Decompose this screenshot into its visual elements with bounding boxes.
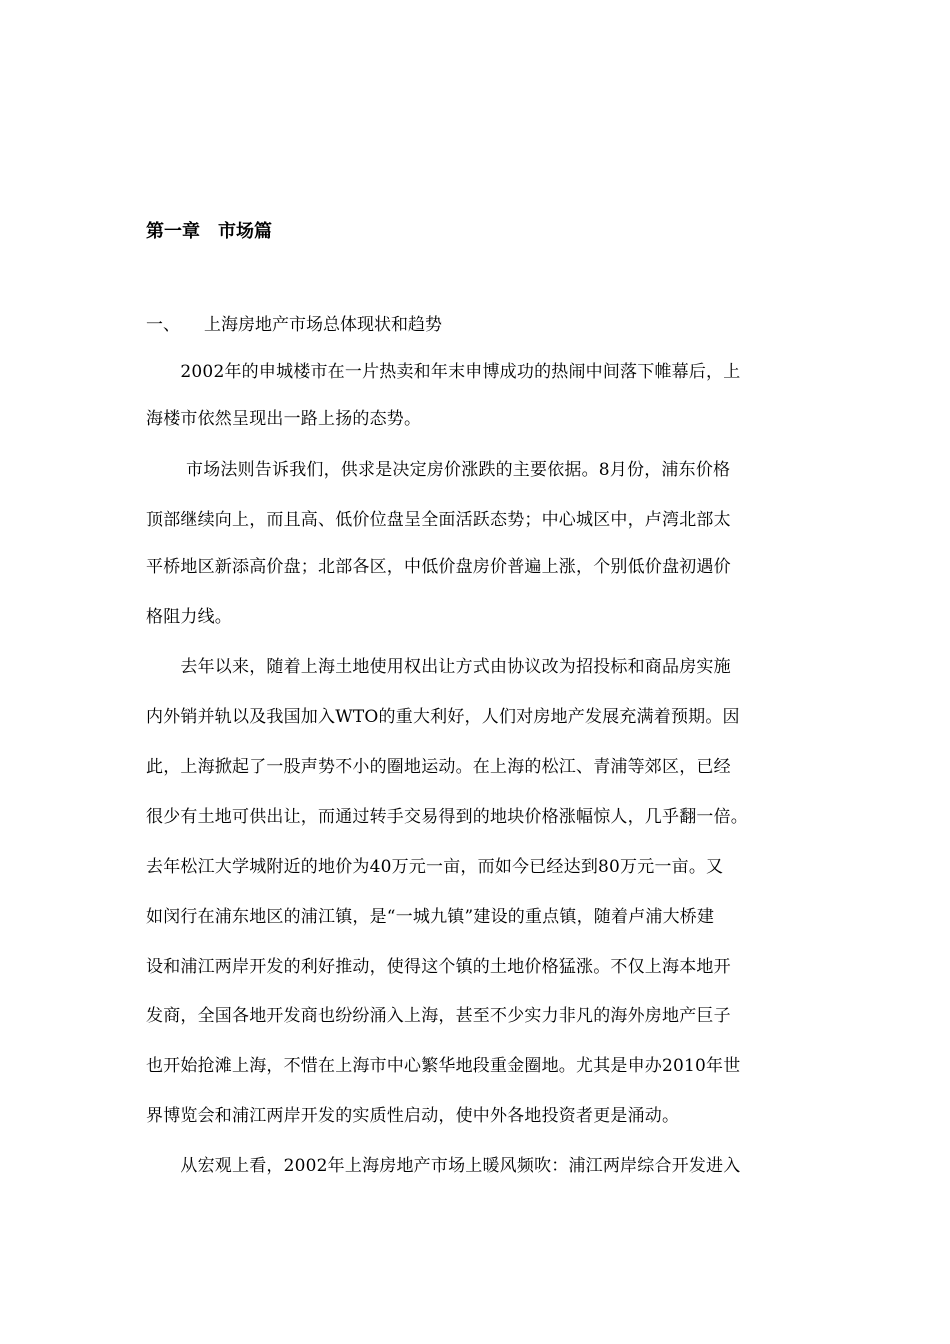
body-line: 顶部继续向上，而且高、低价位盘呈全面活跃态势；中心城区中，卢湾北部太 [146,510,731,530]
body-line: 格阻力线。 [146,607,232,627]
chapter-title: 第一章 市场篇 [146,221,272,242]
body-line: 如闵行在浦东地区的浦江镇，是“一城九镇”建设的重点镇，随着卢浦大桥建 [146,907,715,927]
body-line: 很少有土地可供出让，而通过转手交易得到的地块价格涨幅惊人，几乎翻一倍。 [146,807,748,827]
section-number: 一、 [146,315,180,335]
body-line: 2002年的申城楼市在一片热卖和年末申博成功的热闹中间落下帷幕后，上 [146,362,741,382]
body-line: 去年以来，随着上海土地使用权出让方式由协议改为招投标和商品房实施 [146,657,731,677]
body-line: 此，上海掀起了一股声势不小的圈地运动。在上海的松江、青浦等郊区，已经 [146,757,731,777]
body-line: 发商，全国各地开发商也纷纷涌入上海，甚至不少实力非凡的海外房地产巨子 [146,1006,731,1026]
body-line: 内外销并轨以及我国加入WTO的重大利好，人们对房地产发展充满着预期。因 [146,707,740,727]
body-line: 界博览会和浦江两岸开发的实质性启动，使中外各地投资者更是涌动。 [146,1106,680,1126]
section-title: 上海房地产市场总体现状和趋势 [204,315,442,335]
body-line: 设和浦江两岸开发的利好推动，使得这个镇的土地价格猛涨。不仅上海本地开 [146,957,731,977]
section-heading [146,313,442,337]
body-line: 去年松江大学城附近的地价为40万元一亩，而如今已经达到80万元一亩。又 [146,857,724,877]
body-line: 从宏观上看，2002年上海房地产市场上暖风频吹：浦江两岸综合开发进入 [146,1156,741,1176]
body-line: 市场法则告诉我们，供求是决定房价涨跌的主要依据。8月份，浦东价格 [146,460,731,480]
body-line: 海楼市依然呈现出一路上扬的态势。 [146,409,422,429]
body-line: 平桥地区新添高价盘；北部各区，中低价盘房价普遍上涨，个别低价盘初遇价 [146,557,731,577]
body-line: 也开始抢滩上海，不惜在上海市中心繁华地段重金圈地。尤其是申办2010年世 [146,1056,741,1076]
